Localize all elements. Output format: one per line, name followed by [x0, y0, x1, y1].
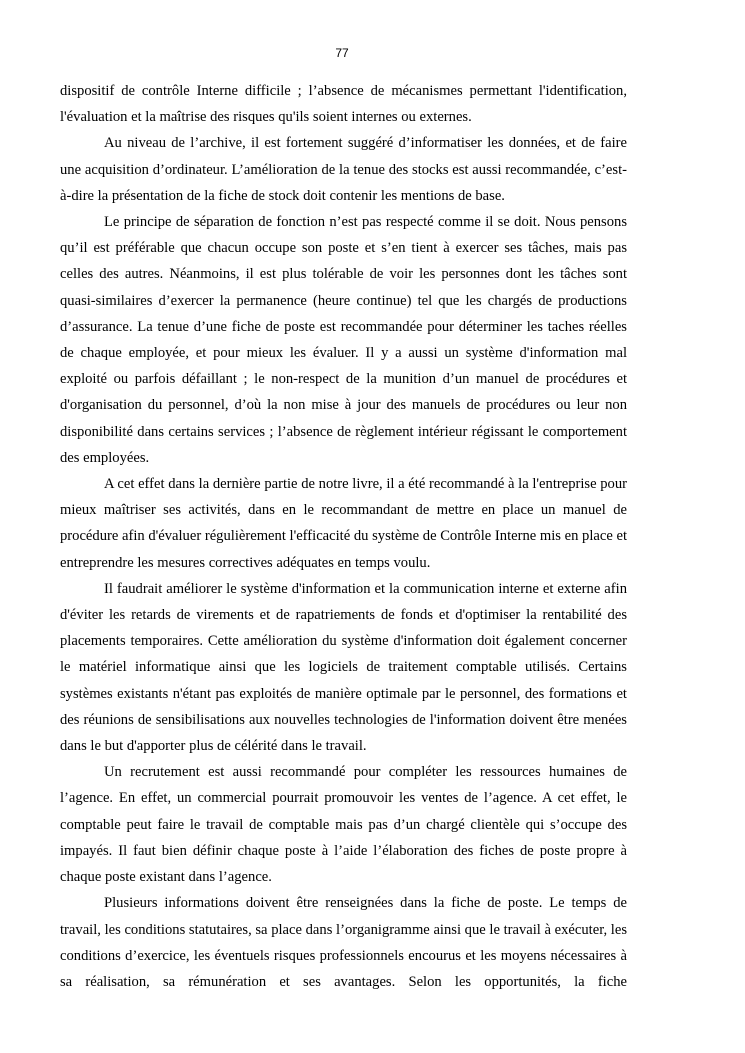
paragraph-job-description: Plusieurs informations doivent être renseignées dans la fiche de poste. Le temps de travail, les conditions statutaires, sa place dans l’organigramme ainsi que le travail à exécuter, les conditions d’exercice, les éventuels risques professionnels encourus et les moyens nécessaires à sa réalisation, sa rémunération et ses avantages. Selon les opportunités, la fiche: [60, 895, 627, 990]
page-number: 77: [335, 46, 349, 60]
document-body: [60, 78, 627, 995]
paragraph-recommendation-manual: A cet effet dans la dernière partie de notre livre, il a été recommandé à la l'entreprise pour mieux maîtriser ses activités, dans en le recommandant de mettre en place un manuel de procédure afin d'évaluer régulièrement l'efficacité du système de Contrôle Interne mis en place et entreprendre les mesures correctives adéquates en temps voulu.: [60, 476, 628, 571]
paragraph-separation-of-duties: Le principe de séparation de fonction n’est pas respecté comme il se doit. Nous pensons qu’il est préférable que chacun occupe son poste et s’en tient à exercer ses tâches, mais pas celles des autres. Néanmoins, il est plus tolérable de voir les personnes dont les tâches sont quasi-similaires d’exercer la permanence (heure continue) tel que les chargés de productions d’assurance. La tenue d’une fiche de poste est recommandée pour déterminer les taches réelles de chaque employée, et pour mieux les évaluer. Il y a aussi un système d'information mal exploité ou parfois défaillant ; le non-respect de la munition d’un manuel de procédures et d'organisation du personnel, d’où la non mise à jour des manuels de procédures ou leur non disponibilité dans certains services ; l’absence de règlement intérieur régissant le comportement des employées.: [60, 214, 627, 466]
paragraph-information-system: Il faudrait améliorer le système d'information et la communication interne et externe afin d'éviter les retards de virements et de rapatriements de fonds et d'optimiser la rentabilité des placements temporaires. Cette amélioration du système d'information doit également concerner le matériel informatique ainsi que les logiciels de traitement comptable utilisés. Certains systèmes existants n'étant pas exploités de manière optimale par le personnel, des formations et des réunions de sensibilisations aux nouvelles technologies de l'information doivent être menées dans le but d'apporter plus de célérité dans le travail.: [60, 580, 627, 755]
paragraph-archive: Au niveau de l’archive, il est fortement suggéré d’informatiser les données, et de faire une acquisition d’ordinateur. L’amélioration de la tenue des stocks est aussi recommandée, c’est-à-dire la présentation de la fiche de stock doit contenir les mentions de base.: [60, 135, 627, 204]
paragraph-continued: dispositif de contrôle Interne difficile ; l’absence de mécanismes permettant l'identification, l'évaluation et la maîtrise des risques qu'ils soient internes ou externes.: [60, 83, 627, 126]
paragraph-recruitment: Un recrutement est aussi recommandé pour compléter les ressources humaines de l’agence. En effet, un commercial pourrait promouvoir les ventes de l’agence. A cet effet, le comptable peut faire le travail de comptable mais pas d’un chargé clientèle qui s’occupe des impayés. Il faut bien définir chaque poste à l’aide l’élaboration des fiches de poste propre à chaque poste existant dans l’agence.: [60, 764, 627, 886]
